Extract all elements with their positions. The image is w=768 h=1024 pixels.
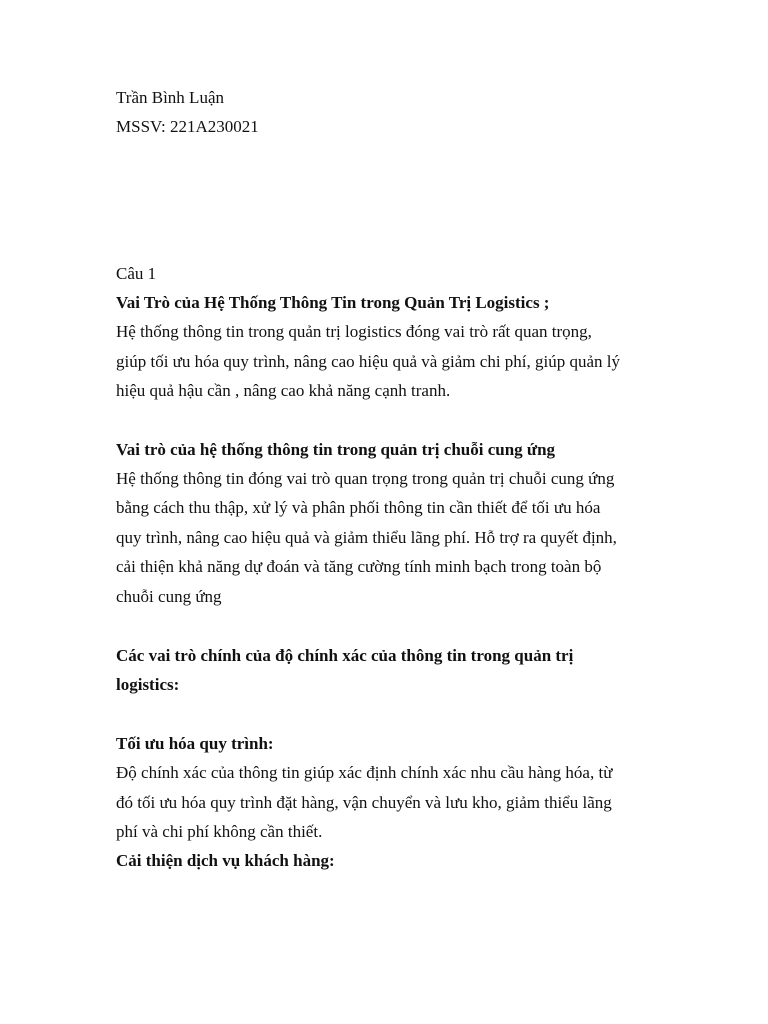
subheading-customer-service: Cải thiện dịch vụ khách hàng:: [116, 851, 335, 870]
section-heading-accuracy-roles: Các vai trò chính của độ chính xác của thông tin trong quản trị: [116, 646, 574, 665]
paragraph-line: chuỗi cung ứng: [116, 587, 222, 606]
paragraph-line: Hệ thống thông tin đóng vai trò quan trọng trong quản trị chuỗi cung ứng: [116, 469, 615, 488]
paragraph-line: Độ chính xác của thông tin giúp xác định chính xác nhu cầu hàng hóa, từ: [116, 763, 613, 782]
student-id: MSSV: 221A230021: [116, 117, 259, 136]
paragraph-line: cải thiện khả năng dự đoán và tăng cường tính minh bạch trong toàn bộ: [116, 557, 602, 576]
paragraph-line: bằng cách thu thập, xử lý và phân phối thông tin cần thiết để tối ưu hóa: [116, 498, 601, 517]
paragraph-line: đó tối ưu hóa quy trình đặt hàng, vận chuyển và lưu kho, giảm thiểu lãng: [116, 793, 612, 812]
paragraph-line: phí và chi phí không cần thiết.: [116, 822, 323, 841]
question-label: Câu 1: [116, 264, 157, 283]
paragraph-line: hiệu quả hậu cần , nâng cao khả năng cạnh tranh.: [116, 381, 451, 400]
subheading-process-optimization: Tối ưu hóa quy trình:: [116, 734, 274, 753]
paragraph-line: quy trình, nâng cao hiệu quả và giảm thiểu lãng phí. Hỗ trợ ra quyết định,: [116, 528, 617, 547]
section-heading-accuracy-roles-cont: logistics:: [116, 675, 180, 694]
paragraph-line: Hệ thống thông tin trong quản trị logistics đóng vai trò rất quan trọng,: [116, 322, 592, 341]
author-name: Trần Bình Luận: [116, 88, 224, 107]
section-heading-supply-chain-is: Vai trò của hệ thống thông tin trong quản trị chuỗi cung ứng: [116, 440, 556, 459]
section-heading-logistics-is: Vai Trò của Hệ Thống Thông Tin trong Quản Trị Logistics ;: [116, 293, 550, 312]
paragraph-line: giúp tối ưu hóa quy trình, nâng cao hiệu quả và giảm chi phí, giúp quản lý: [116, 352, 621, 371]
